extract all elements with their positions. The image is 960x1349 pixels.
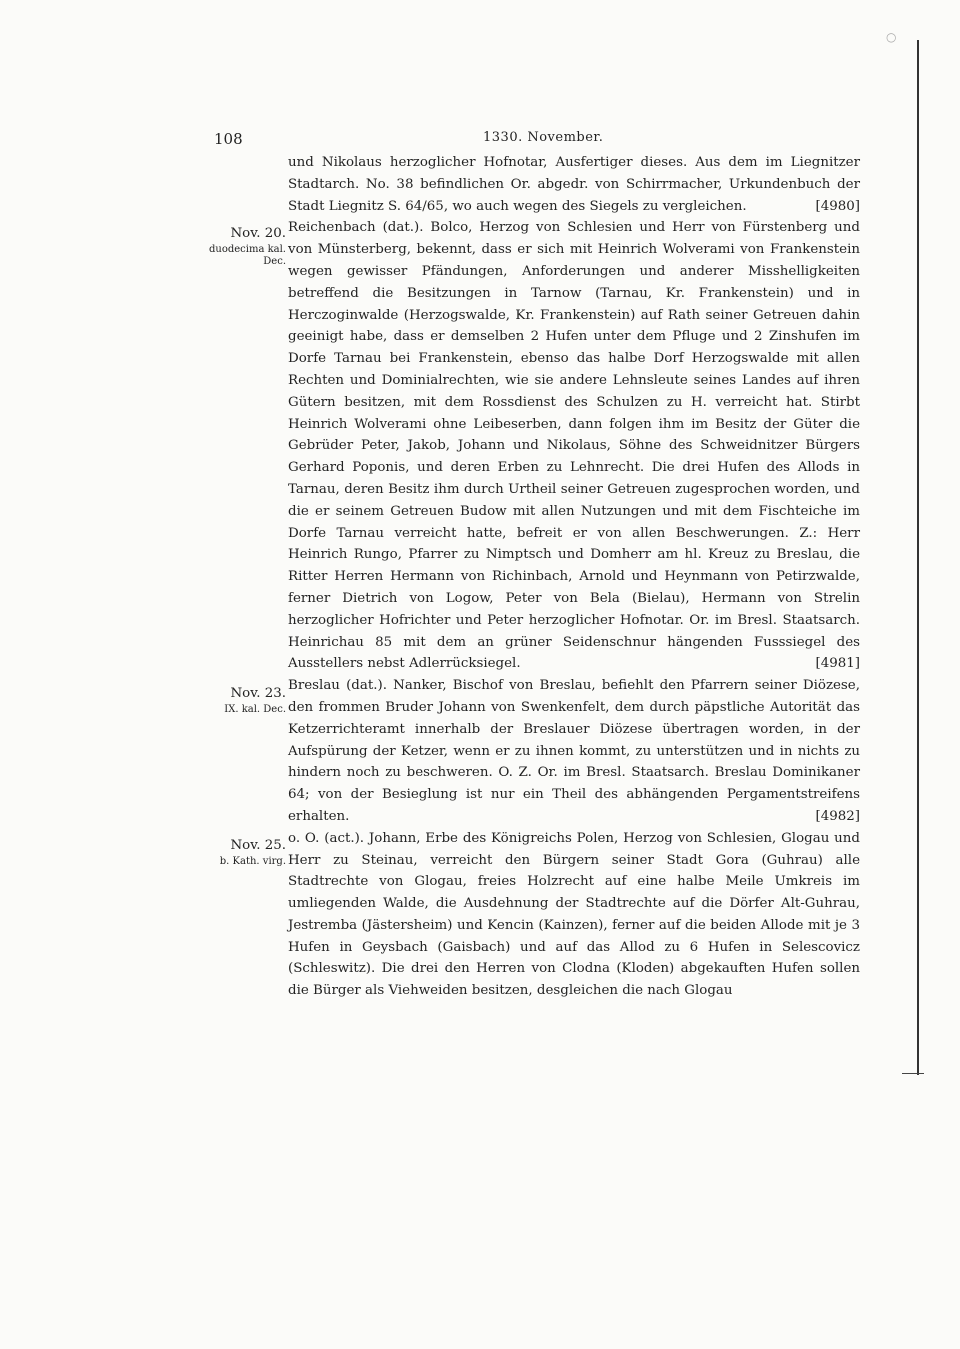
regest-entry [288,675,860,828]
marginal-note [206,838,286,868]
regest-entry [288,828,860,1002]
marginal-date: Nov. 23. [230,686,286,701]
running-title: 1330. November. [483,130,604,145]
marginal-roman-date: IX. kal. Dec. [224,704,286,715]
entry-number: [4981] [815,656,860,672]
document-body [288,152,860,1002]
marginal-roman-date: b. Kath. virg. [219,856,286,867]
scan-border-tick [902,1073,924,1074]
entry-number: [4980] [815,198,860,214]
marginal-date: Nov. 20. [230,226,286,241]
marginal-roman-date: duodecima kal. Dec. [208,244,286,267]
entry-text: und Nikolaus herzoglicher Hofnotar, Ausfertiger dieses. Aus dem im Liegnitzer Stadtarch. No. 38 befindlichen Or. abgedr. von Schirrmacher, Urkundenbuch der Stadt Liegnitz S. 64/65, wo auch wegen des Siegels zu vergleichen. [288,155,860,214]
marginal-note [206,686,286,716]
entry-text: Reichenbach (dat.). Bolco, Herzog von Schlesien und Herr von Fürstenberg und von Münsterberg, bekennt, dass er sich mit Heinrich Wolverami von Frankenstein wegen gewisser Pfändungen, Anforderungen und anderer Misshelligkeiten betreffend die Besitzungen in Tarnow (Tarnau, Kr. Frankenstein) und in Herczoginwalde (Herzogswalde, Kr. Frankenstein) auf Rath seiner Getreuen dahin geeinigt habe, dass er demselben 2 Hufen unter dem Pfluge und 2 Zinshufen im Dorfe Tarnau bei Frankenstein, ebenso das halbe Dorf Herzogswalde mit allen Rechten und Dominialrechten, wie sie andere Lehnsleute seines Landes auf ihren Gütern besitzen, mit dem Rossdienst des Schulzen zu H. verreicht hat. Stirbt Heinrich Wolverami ohne Leibeserben, dann folgen ihm im Besitz der Güter die Gebrüder Peter, Jakob, Johann und Nikolaus, Söhne des Schweidnitzer Bürgers Gerhard Poponis, und deren Erben zu Lehnrecht. Die drei Hufen des Allods in Tarnau, deren Besitz ihm durch Urtheil seiner Getreuen zugesprochen worden, und die er seinem Getreuen Budow mit allen Nutzungen und mit dem Fischteiche im Dorfe Tarnau verreicht hatte, befreit er von allen Beschwerungen. Z.: Herr Heinrich Rungo, Pfarrer zu Nimptsch und Domherr am hl. Kreuz zu Breslau, die Ritter Herren Hermann von Richinbach, Arnold und Heynmann von Petirzwalde, ferner Dietrich von Logow, Peter von Bela (Bielau), Hermann von Strelin herzoglicher Hofrichter und Peter herzoglicher Hofnotar. Or. im Bresl. Staatsarch. Heinrichau 85 mit dem an grüner Seidenschnur hängenden Fusssiegel des Ausstellers nebst Adlerrücksiegel. [288,220,860,672]
entry-number: [4982] [815,808,860,824]
entry-text: Breslau (dat.). Nanker, Bischof von Breslau, befiehlt den Pfarrern seiner Diözese, den frommen Bruder Johann von Swenkenfelt, dem durch päpstliche Autorität das Ketzerrichteramt innerhalb der Breslauer Diözese übertragen worden, in der Aufspürung der Ketzer, wenn er zu ihnen kommt, zu unterstützen und in nichts zu hindern noch zu beschweren. O. Z. Or. im Bresl. Staatsarch. Breslau Dominikaner 64; von der Besieglung ist nur ein Theil des abhängenden Pergamentstreifens erhalten. [288,678,860,824]
entry-text: o. O. (act.). Johann, Erbe des Königreichs Polen, Herzog von Schlesien, Glogau und Herr zu Steinau, verreicht den Bürgern seiner Stadt Gora (Guhrau) alle Stadtrechte von Glogau, freies Holzrecht auf eine halbe Meile Umkreis im umliegenden Walde, die Ausdehnung der Stadtrechte auf die Dörfer Alt-Guhrau, Jestremba (Jästersheim) und Kencin (Kainzen), ferner auf die beiden Allode mit je 3 Hufen in Geysbach (Gaisbach) und auf das Allod zu 6 Hufen in Selescovicz (Schleswitz). Die drei den Herren von Clodna (Kloden) abgekauften Hufen sollen die Bürger als Viehweiden besitzen, desgleichen die nach Glogau [288,830,860,999]
regest-entry [288,217,860,675]
scan-artifact: ○ [886,30,897,44]
regest-entry [288,152,860,217]
marginal-note [206,226,286,268]
marginal-date: Nov. 25. [230,838,286,853]
page-number: 108 [214,130,243,148]
scan-border-line [917,40,919,1075]
